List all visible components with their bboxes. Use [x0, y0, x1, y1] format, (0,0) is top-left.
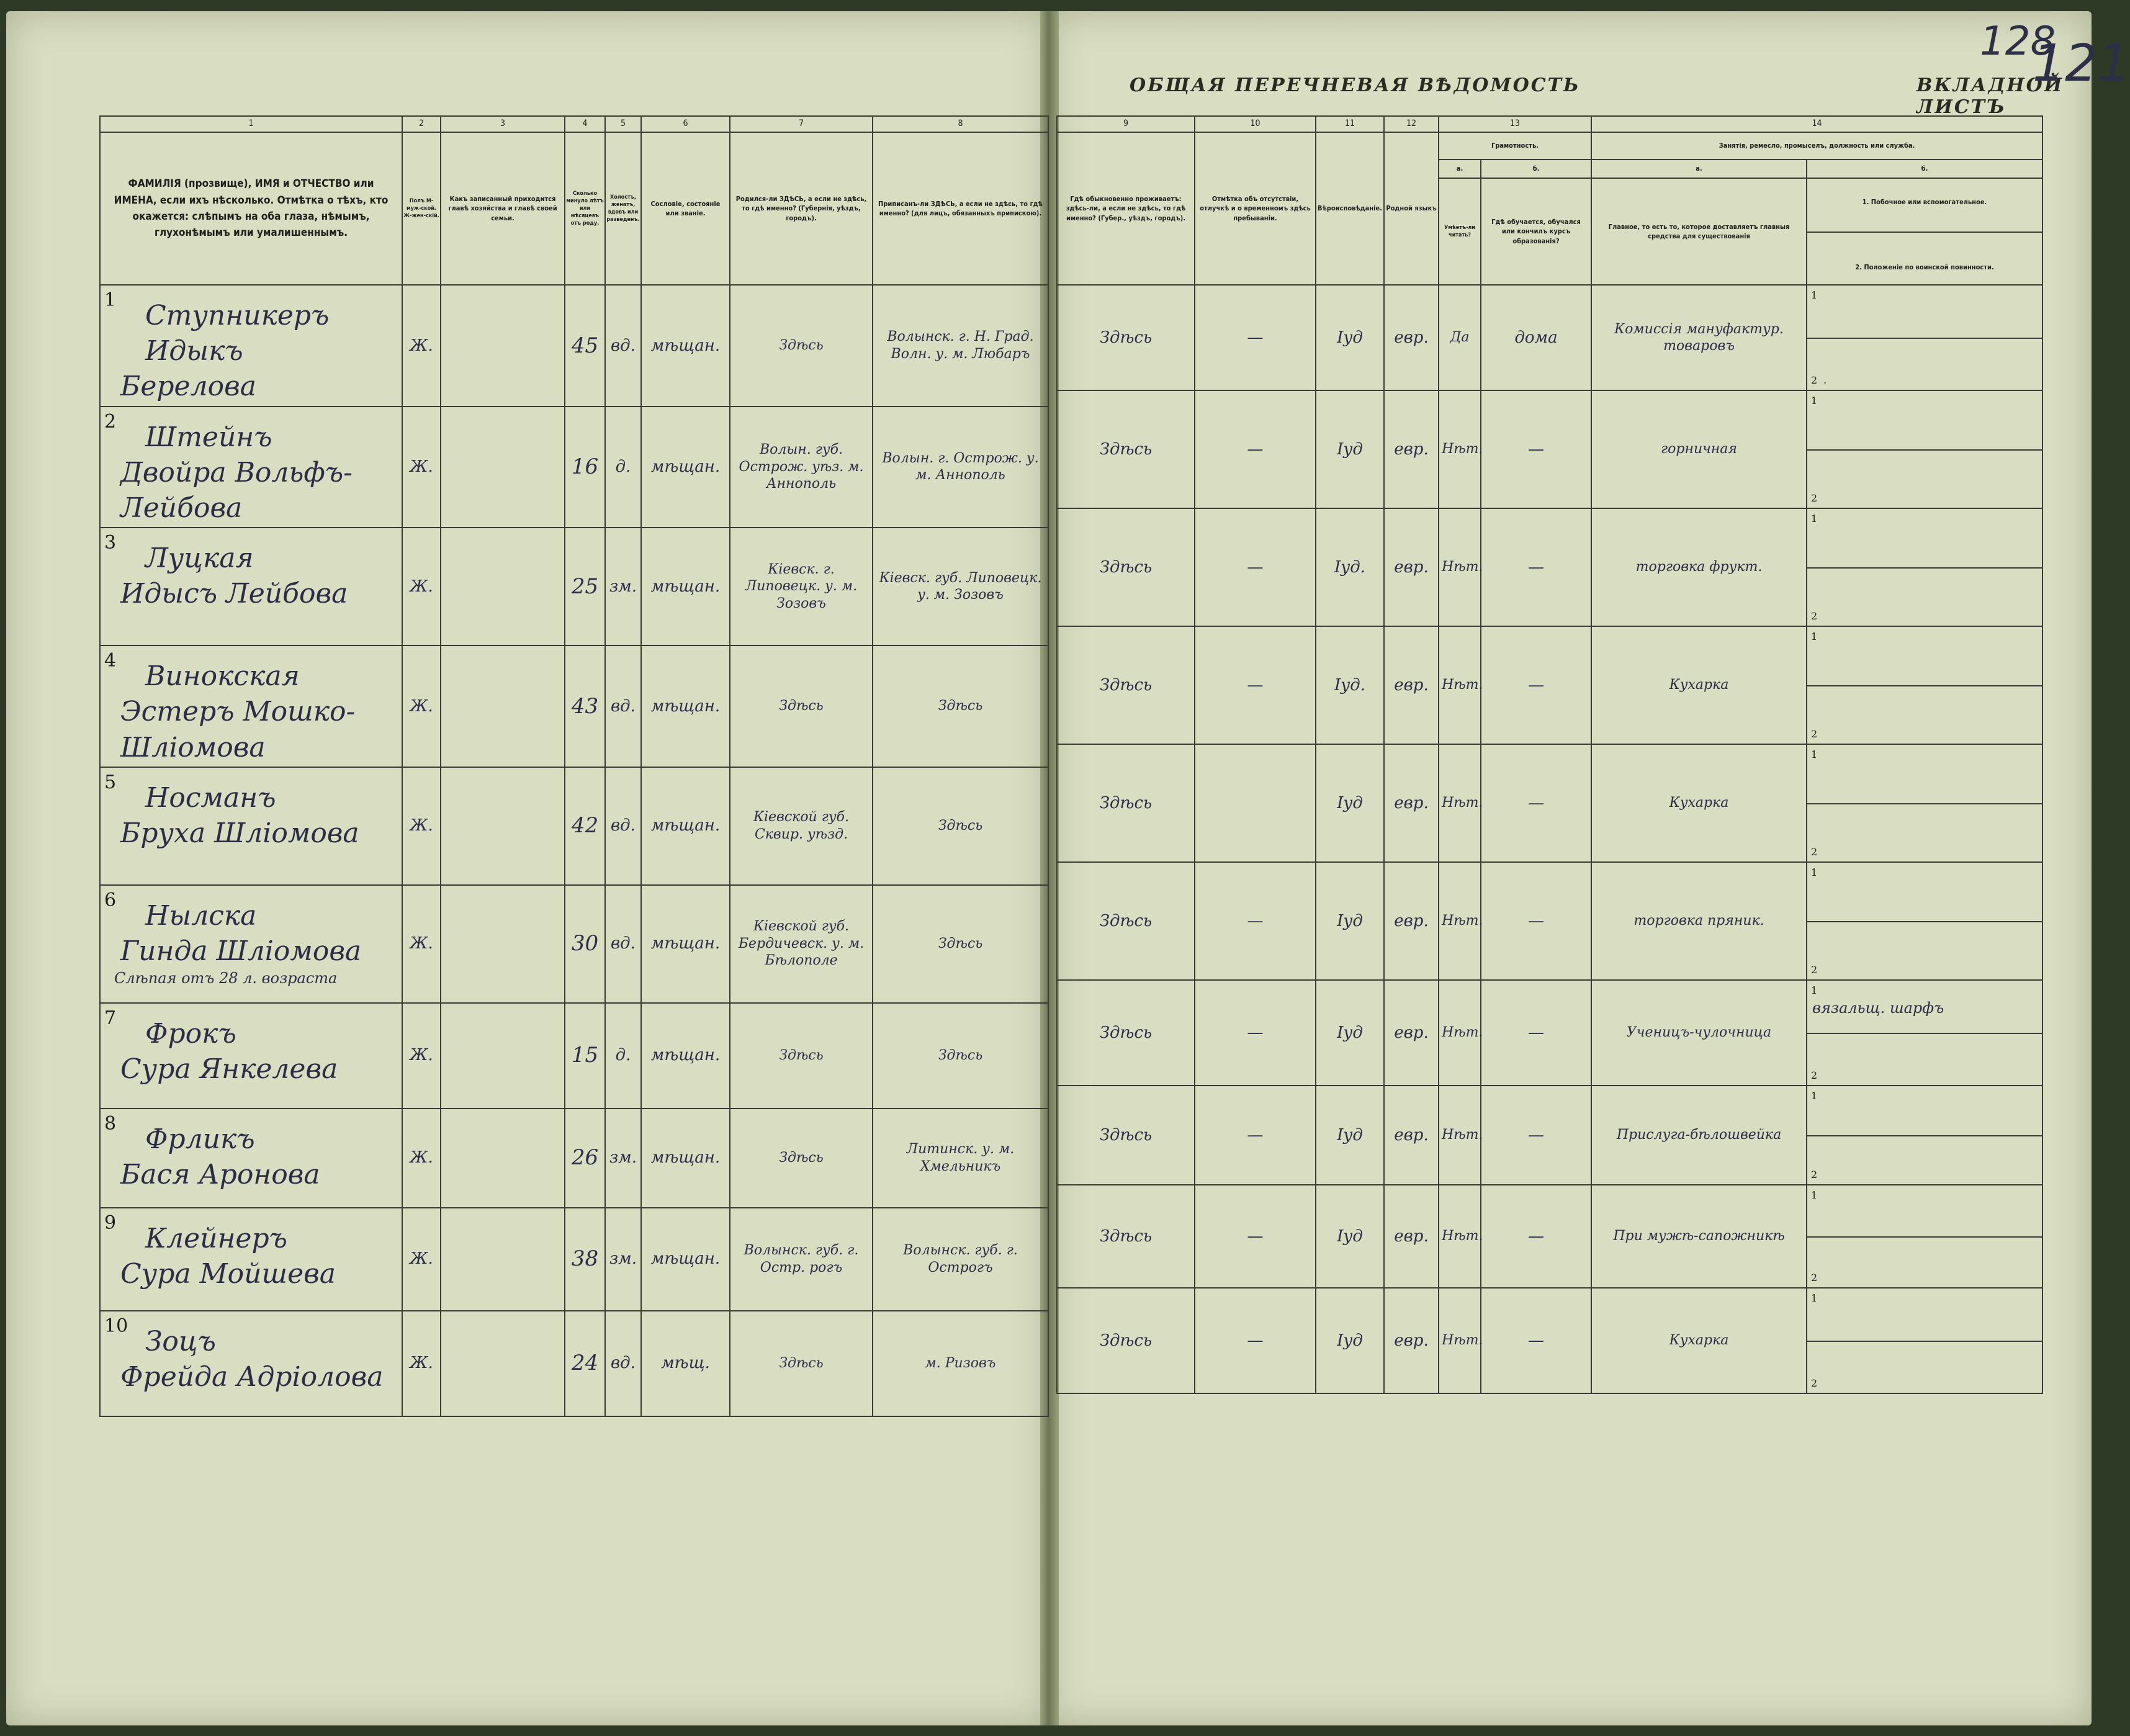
marital-cell: д.: [605, 1003, 641, 1109]
name-cell: [100, 1003, 402, 1109]
table-row: [1057, 1086, 2042, 1185]
absence-cell: —: [1195, 508, 1316, 626]
absence-cell: —: [1195, 1086, 1316, 1185]
col-header-absence: Отмѣтка объ отсутствіи, отлучкѣ и о временномъ здѣсь пребываніи.: [1195, 132, 1316, 285]
absence-cell: —: [1195, 980, 1316, 1086]
education-cell: —: [1481, 862, 1591, 980]
residence-cell: Здѣсь: [1057, 862, 1195, 980]
reads-cell: Нѣт.: [1439, 1288, 1481, 1393]
sex-cell: Ж.: [402, 528, 441, 645]
sub-label-1: 1: [1811, 513, 1818, 524]
registration-cell: Здѣсь: [873, 645, 1048, 767]
education-cell: дома: [1481, 285, 1591, 390]
name-cell: [100, 885, 402, 1003]
col-num-12: 12: [1384, 116, 1439, 132]
col-num-8: 8: [873, 116, 1048, 132]
education-cell: —: [1481, 744, 1591, 862]
language-cell: евр.: [1384, 390, 1439, 508]
sub-label-1: 1: [1811, 1090, 1818, 1102]
marital-cell: зм.: [605, 1208, 641, 1311]
registration-cell: Кіевск. губ. Липовецк. у. м. Зозовъ: [873, 528, 1048, 645]
col-header-main-occupation: Главное, то есть то, которое доставляетъ главныя средства для существованія: [1591, 178, 1807, 285]
marital-cell: зм.: [605, 528, 641, 645]
side-occupation-cell: [1807, 626, 2042, 744]
main-occupation-cell: горничная: [1591, 390, 1807, 508]
language-cell: евр.: [1384, 508, 1439, 626]
main-occupation-cell: Кухарка: [1591, 1288, 1807, 1393]
language-cell: евр.: [1384, 626, 1439, 744]
sub-label-1: 1: [1811, 631, 1818, 642]
sub-label-2: 2: [1811, 728, 1818, 740]
main-occupation-cell: торговка фрукт.: [1591, 508, 1807, 626]
col-header-occupation: Занятія, ремесло, промыселъ, должность или служба.: [1591, 132, 2042, 160]
col-num-9: 9: [1057, 116, 1195, 132]
marital-cell: вд.: [605, 767, 641, 885]
relation-cell: [441, 885, 565, 1003]
table-row: [100, 1109, 1048, 1208]
name-cell: [100, 407, 402, 528]
table-row: [100, 1208, 1048, 1311]
language-cell: евр.: [1384, 1086, 1439, 1185]
side-occupation-cell: [1807, 744, 2042, 862]
col-header-religion: Вѣроисповѣданіе.: [1316, 132, 1384, 285]
sex-cell: Ж.: [402, 1109, 441, 1208]
registration-cell: Волынск. губ. г. Острогъ: [873, 1208, 1048, 1311]
row-number: 8: [104, 1112, 117, 1135]
table-row: [1057, 508, 2042, 626]
main-occupation-cell: Комиссія мануфактур. товаровъ: [1591, 285, 1807, 390]
table-row: [1057, 1288, 2042, 1393]
col-header-sex: Полъ М-муж-ской. Ж-жен-скій.: [402, 132, 441, 285]
row-number: 9: [104, 1212, 117, 1234]
birthplace-cell: Кіевск. г. Липовецк. у. м. Зозовъ: [730, 528, 873, 645]
sub-label-1: 1: [1811, 1292, 1818, 1304]
reads-cell: Нѣт.: [1439, 744, 1481, 862]
col-header-military-duty: 2. Положеніе по воинской повинности.: [1855, 263, 1994, 271]
table-row: [100, 528, 1048, 645]
col-header-side-occupation: [1807, 178, 2042, 285]
col-num-6: 6: [641, 116, 730, 132]
age-cell: 42: [565, 767, 605, 885]
registration-cell: Литинск. у. м. Хмельникъ: [873, 1109, 1048, 1208]
birthplace-cell: Здѣсь: [730, 645, 873, 767]
row-number: 4: [104, 650, 117, 672]
col-num-10: 10: [1195, 116, 1316, 132]
reads-cell: Нѣт.: [1439, 1086, 1481, 1185]
col-header-language: Родной языкъ: [1384, 132, 1439, 285]
sex-cell: Ж.: [402, 1003, 441, 1109]
marital-cell: вд.: [605, 1311, 641, 1416]
surname: Нылска: [145, 899, 257, 932]
disability-note: Слѣпая отъ 28 л. возраста: [114, 969, 338, 987]
sub-label-1: 1: [1811, 1189, 1818, 1201]
education-cell: —: [1481, 1086, 1591, 1185]
col-header-occupation-b-letter: б.: [1807, 160, 2042, 178]
age-cell: 45: [565, 285, 605, 407]
sex-cell: Ж.: [402, 1208, 441, 1311]
sub-label-2: 2: [1811, 1069, 1818, 1081]
estate-cell: мѣщан.: [641, 528, 730, 645]
registration-cell: Волын. г. Острож. у. м. Аннополь: [873, 407, 1048, 528]
sub-label-2: 2: [1811, 1272, 1818, 1284]
religion-cell: Іуд: [1316, 285, 1384, 390]
row-number: 2: [104, 410, 117, 433]
page-number: 128: [1980, 19, 2056, 65]
language-cell: евр.: [1384, 980, 1439, 1086]
given-name: Бася Аронова: [120, 1158, 320, 1190]
birthplace-cell: Волынск. губ. г. Остр. рогъ: [730, 1208, 873, 1311]
religion-cell: Іуд: [1316, 744, 1384, 862]
surname: Фрокъ: [145, 1017, 236, 1050]
side-occupation-cell: [1807, 390, 2042, 508]
sub-label-2: 2: [1811, 610, 1818, 622]
sub-label-1: 1: [1811, 749, 1818, 760]
reads-cell: Нѣт.: [1439, 390, 1481, 508]
relation-cell: [441, 1208, 565, 1311]
birthplace-cell: Здѣсь: [730, 1311, 873, 1416]
age-cell: 16: [565, 407, 605, 528]
relation-cell: [441, 1311, 565, 1416]
table-row: [100, 885, 1048, 1003]
sub-label-1: 1: [1811, 289, 1818, 301]
given-name: Двойра Вольфъ-Лейбова: [120, 456, 353, 524]
absence-cell: [1195, 744, 1316, 862]
absence-cell: —: [1195, 285, 1316, 390]
main-occupation-cell: При мужѣ-сапожникѣ: [1591, 1185, 1807, 1288]
col-num-2: 2: [402, 116, 441, 132]
marital-cell: вд.: [605, 285, 641, 407]
name-cell: [100, 1109, 402, 1208]
table-row: [100, 1003, 1048, 1109]
main-occupation-cell: Ученицъ-чулочница: [1591, 980, 1807, 1086]
col-header-relation: Какъ записанный приходится главѣ хозяйства и главѣ своей семьи.: [441, 132, 565, 285]
estate-cell: мѣщан.: [641, 1208, 730, 1311]
reads-cell: Нѣт.: [1439, 508, 1481, 626]
sex-cell: Ж.: [402, 407, 441, 528]
age-cell: 38: [565, 1208, 605, 1311]
sub-label-2: 2: [1811, 492, 1818, 504]
reads-cell: Нѣт.: [1439, 862, 1481, 980]
registration-cell: Здѣсь: [873, 767, 1048, 885]
col-header-side-occupation-1: 1. Побочное или вспомогательное.: [1862, 198, 1987, 206]
sub-label-2: 2: [1811, 374, 1818, 386]
table-row: [100, 285, 1048, 407]
row-number: 6: [104, 889, 117, 911]
col-header-estate: Сословіе, состояніе или званіе.: [641, 132, 730, 285]
religion-cell: Іуд: [1316, 1086, 1384, 1185]
main-occupation-cell: торговка пряник.: [1591, 862, 1807, 980]
name-cell: [100, 1208, 402, 1311]
registration-cell: Волынск. г. Н. Град. Волн. у. м. Любаръ: [873, 285, 1048, 407]
table-row: [100, 767, 1048, 885]
surname: Носманъ: [145, 781, 276, 814]
col-header-birthplace: Родился-ли ЗДѢСЬ, а если не здѣсь, то гдѣ именно? (Губернія, уѣздъ, городъ).: [730, 132, 873, 285]
marital-cell: зм.: [605, 1109, 641, 1208]
surname: Штейнъ: [145, 421, 272, 453]
side-occupation-cell: [1807, 980, 2042, 1086]
col-num-4: 4: [565, 116, 605, 132]
row-number: 7: [104, 1007, 117, 1029]
sex-cell: Ж.: [402, 885, 441, 1003]
education-cell: —: [1481, 390, 1591, 508]
name-cell: [100, 767, 402, 885]
estate-cell: мѣщан.: [641, 1003, 730, 1109]
col-header-literacy-a-letter: а.: [1439, 160, 1481, 178]
age-cell: 25: [565, 528, 605, 645]
sub-label-1: 1: [1811, 395, 1818, 407]
religion-cell: Іуд: [1316, 1185, 1384, 1288]
table-row: [100, 1311, 1048, 1416]
table-row: [1057, 862, 2042, 980]
name-cell: [100, 1311, 402, 1416]
col-num-13: 13: [1439, 116, 1591, 132]
side-occupation-cell: [1807, 508, 2042, 626]
language-cell: евр.: [1384, 1185, 1439, 1288]
residence-cell: Здѣсь: [1057, 1086, 1195, 1185]
registration-cell: Здѣсь: [873, 885, 1048, 1003]
col-header-age: Сколько минуло лѣтъ или мѣсяцевъ отъ роду.: [565, 132, 605, 285]
insert-sheet-title: ВКЛАДНОЙ ЛИСТЪ: [1917, 74, 2064, 118]
relation-cell: [441, 285, 565, 407]
col-header-literacy: Грамотность.: [1439, 132, 1591, 160]
given-name: Сура Янкелева: [120, 1053, 338, 1085]
census-table-right: [1056, 115, 2043, 1394]
col-num-1: 1: [100, 116, 402, 132]
registration-cell: м. Ризовъ: [873, 1311, 1048, 1416]
registration-cell: Здѣсь: [873, 1003, 1048, 1109]
reads-cell: Да: [1439, 285, 1481, 390]
given-name: Берелова: [120, 371, 256, 403]
estate-cell: мѣщ.: [641, 1311, 730, 1416]
absence-cell: —: [1195, 390, 1316, 508]
reads-cell: Нѣт.: [1439, 626, 1481, 744]
sub-label-2: 2: [1811, 846, 1818, 858]
birthplace-cell: Кіевской губ. Бердичевск. у. м. Бѣлополе: [730, 885, 873, 1003]
estate-cell: мѣщан.: [641, 885, 730, 1003]
given-name: Сура Мойшева: [120, 1257, 336, 1290]
table-row: [100, 645, 1048, 767]
marital-cell: вд.: [605, 645, 641, 767]
residence-cell: Здѣсь: [1057, 1185, 1195, 1288]
surname: Зоцъ: [145, 1325, 216, 1357]
surname: Винокская: [145, 660, 300, 693]
relation-cell: [441, 1003, 565, 1109]
row-number: 1: [104, 289, 117, 311]
relation-cell: [441, 407, 565, 528]
residence-cell: Здѣсь: [1057, 980, 1195, 1086]
religion-cell: Іуд: [1316, 390, 1384, 508]
col-header-name: ФАМИЛІЯ (прозвище), ИМЯ и ОТЧЕСТВО или ИМЕНА, если ихъ нѣсколько. Отмѣтка о тѣхъ, кто окажется: слѣпымъ на оба глаза, нѣмымъ, глухонѣмымъ или умалишеннымъ.: [100, 132, 402, 285]
row-number: 5: [104, 771, 117, 793]
age-cell: 43: [565, 645, 605, 767]
absence-cell: —: [1195, 1288, 1316, 1393]
surname: Ступникеръ Идыкъ: [145, 300, 330, 367]
side-occupation-cell: [1807, 285, 2042, 390]
language-cell: евр.: [1384, 285, 1439, 390]
row-number: 3: [104, 532, 117, 554]
col-header-literacy-b-letter: б.: [1481, 160, 1591, 178]
residence-cell: Здѣсь: [1057, 508, 1195, 626]
education-cell: —: [1481, 1185, 1591, 1288]
birthplace-cell: Здѣсь: [730, 1003, 873, 1109]
reads-cell: Нѣт.: [1439, 980, 1481, 1086]
table-row: [1057, 980, 2042, 1086]
education-cell: —: [1481, 508, 1591, 626]
education-cell: —: [1481, 980, 1591, 1086]
residence-cell: Здѣсь: [1057, 390, 1195, 508]
col-num-3: 3: [441, 116, 565, 132]
main-occupation-cell: Кухарка: [1591, 744, 1807, 862]
side-occupation-cell: [1807, 1086, 2042, 1185]
side-occupation-cell: [1807, 1185, 2042, 1288]
sub-label-1: 1: [1811, 866, 1818, 878]
birthplace-cell: Здѣсь: [730, 285, 873, 407]
age-cell: 26: [565, 1109, 605, 1208]
education-cell: —: [1481, 1288, 1591, 1393]
religion-cell: Іуд.: [1316, 508, 1384, 626]
sex-cell: Ж.: [402, 767, 441, 885]
col-num-11: 11: [1316, 116, 1384, 132]
residence-cell: Здѣсь: [1057, 744, 1195, 862]
col-header-occupation-a-letter: а.: [1591, 160, 1807, 178]
given-name: Идысъ Лейбова: [120, 578, 348, 610]
col-num-5: 5: [605, 116, 641, 132]
education-cell: —: [1481, 626, 1591, 744]
sub-label-2: 2: [1811, 964, 1818, 976]
main-occupation-cell: Кухарка: [1591, 626, 1807, 744]
language-cell: евр.: [1384, 744, 1439, 862]
sub-label-2: 2: [1811, 1377, 1818, 1389]
birthplace-cell: Кіевской губ. Сквир. уѣзд.: [730, 767, 873, 885]
name-cell: [100, 528, 402, 645]
language-cell: евр.: [1384, 862, 1439, 980]
table-row: [1057, 626, 2042, 744]
table-row: [1057, 285, 2042, 390]
given-name: Эстеръ Мошко-Шліомова: [120, 696, 356, 763]
name-cell: [100, 645, 402, 767]
relation-cell: [441, 1109, 565, 1208]
relation-cell: [441, 645, 565, 767]
religion-cell: Іуд: [1316, 980, 1384, 1086]
absence-cell: —: [1195, 862, 1316, 980]
language-cell: евр.: [1384, 1288, 1439, 1393]
absence-cell: —: [1195, 626, 1316, 744]
marital-cell: д.: [605, 407, 641, 528]
estate-cell: мѣщан.: [641, 407, 730, 528]
given-name: Гинда Шліомова: [120, 935, 362, 967]
residence-cell: Здѣсь: [1057, 285, 1195, 390]
given-name: Фрейда Адріолова: [120, 1360, 384, 1393]
sex-cell: Ж.: [402, 285, 441, 407]
census-table-left: [99, 115, 1049, 1417]
marital-cell: вд.: [605, 885, 641, 1003]
col-header-registration: Приписанъ-ли ЗДѢСЬ, а если не здѣсь, то гдѣ именно? (для лицъ, обязанныхъ припискою).: [873, 132, 1048, 285]
estate-cell: мѣщан.: [641, 645, 730, 767]
col-num-7: 7: [730, 116, 873, 132]
relation-cell: [441, 767, 565, 885]
age-cell: 24: [565, 1311, 605, 1416]
absence-cell: —: [1195, 1185, 1316, 1288]
religion-cell: Іуд.: [1316, 626, 1384, 744]
surname: Фрликъ: [145, 1123, 255, 1155]
surname: Клейнеръ: [145, 1222, 287, 1254]
reads-cell: Нѣт.: [1439, 1185, 1481, 1288]
religion-cell: Іуд: [1316, 862, 1384, 980]
side-occupation-cell: [1807, 862, 2042, 980]
surname: Луцкая: [145, 542, 254, 575]
estate-cell: мѣщан.: [641, 285, 730, 407]
col-header-education: Гдѣ обучается, обучался или кончилъ курсъ образованія?: [1481, 178, 1591, 285]
table-row: [1057, 1185, 2042, 1288]
table-row: [1057, 390, 2042, 508]
religion-cell: Іуд: [1316, 1288, 1384, 1393]
sub-label-1: 1: [1811, 984, 1818, 996]
col-num-14: 14: [1591, 116, 2042, 132]
military-duty-text: .: [1823, 374, 1827, 386]
page-number-secondary: 121: [2033, 34, 2130, 93]
sub-label-2: 2: [1811, 1169, 1818, 1181]
estate-cell: мѣщан.: [641, 1109, 730, 1208]
age-cell: 15: [565, 1003, 605, 1109]
side-occupation-text: вязальщ. шарфъ: [1812, 999, 1944, 1017]
table-row: [1057, 744, 2042, 862]
given-name: Бруха Шліомова: [120, 817, 359, 849]
name-cell: [100, 285, 402, 407]
col-header-marital: Холостъ, женатъ, вдовъ или разведенъ.: [605, 132, 641, 285]
relation-cell: [441, 528, 565, 645]
col-header-residence: Гдѣ обыкновенно проживаетъ: здѣсь-ли, а если не здѣсь, то гдѣ именно? (Губер., уѣздъ, городъ).: [1057, 132, 1195, 285]
table-row: [100, 407, 1048, 528]
residence-cell: Здѣсь: [1057, 626, 1195, 744]
col-header-reads: Умѣетъ-ли читать?: [1439, 178, 1481, 285]
side-occupation-cell: [1807, 1288, 2042, 1393]
center-title: ОБЩАЯ ПЕРЕЧНЕВАЯ ВѢДОМОСТЬ: [1130, 74, 1581, 96]
birthplace-cell: Волын. губ. Острож. уѣз. м. Аннополь: [730, 407, 873, 528]
sex-cell: Ж.: [402, 645, 441, 767]
birthplace-cell: Здѣсь: [730, 1109, 873, 1208]
sex-cell: Ж.: [402, 1311, 441, 1416]
age-cell: 30: [565, 885, 605, 1003]
main-occupation-cell: Прислуга-бѣлошвейка: [1591, 1086, 1807, 1185]
residence-cell: Здѣсь: [1057, 1288, 1195, 1393]
row-number: 10: [104, 1315, 128, 1337]
estate-cell: мѣщан.: [641, 767, 730, 885]
